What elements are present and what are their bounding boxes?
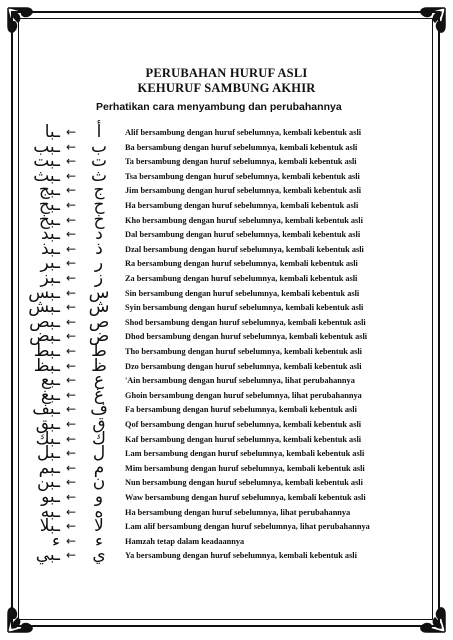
- arrow-left-icon: ←: [66, 417, 77, 431]
- arrow-left-icon: ←: [66, 241, 77, 256]
- arrow-left-icon: ←: [66, 548, 77, 563]
- original-letter: أ: [96, 122, 102, 142]
- arrow-left-icon: ←: [66, 125, 77, 139]
- original-letter: م: [93, 457, 105, 478]
- joined-form: ـبلا: [39, 516, 60, 537]
- original-letter: ه: [94, 501, 104, 522]
- arrow-left-icon: ←: [66, 431, 77, 446]
- letter-description: Ya bersambung dengan huruf sebelumnya, kembali kebentuk asli: [125, 551, 357, 561]
- original-letter: ض: [88, 326, 110, 347]
- original-letter: ن: [92, 472, 106, 493]
- original-letter: خ: [93, 209, 105, 230]
- letter-description: Lam bersambung dengan huruf sebelumnya, kembali kebentuk asli: [125, 449, 365, 459]
- original-letter: ط: [91, 341, 107, 361]
- joined-form: ـبظ: [33, 355, 60, 376]
- letter-description: Qof bersambung dengan huruf sebelumnya, kembali kebentuk asli: [125, 420, 362, 429]
- joined-form: ـبج: [38, 180, 60, 201]
- letter-description: Sin bersambung dengan huruf sebelumnya, kembali kebentuk asli: [125, 288, 360, 298]
- letter-description: Ta bersambung dengan huruf sebelumnya, kembali kebentuk asli: [125, 157, 357, 167]
- joined-form: ء: [52, 530, 60, 551]
- original-letter: ص: [88, 311, 110, 332]
- letter-description: Ra bersambung dengan huruf sebelumnya, kembali kebentuk asli: [125, 259, 358, 269]
- arrow-left-icon: ←: [66, 168, 77, 183]
- joined-form: ـبت: [33, 151, 60, 172]
- original-letter: د: [95, 224, 103, 245]
- original-letter: ل: [92, 443, 106, 464]
- joined-form: ـبو: [41, 487, 60, 507]
- joined-form: ـبا: [44, 122, 60, 142]
- joined-form: ـبم: [38, 457, 60, 478]
- letter-description: Ghoin bersambung dengan huruf sebelumnya, lihat perubahannya: [125, 390, 362, 400]
- original-letter: ج: [93, 180, 105, 201]
- joined-form: ـبذ: [40, 238, 60, 259]
- letter-description: Lam alif bersambung dengan huruf sebelumnya, lihat perubahannya: [125, 522, 370, 532]
- letter-description: Dal bersambung dengan huruf sebelumnya, kembali kebentuk asli: [125, 230, 361, 240]
- letter-description: Za bersambung dengan huruf sebelumnya, kembali kebentuk asli: [125, 274, 358, 283]
- joined-form: ـبح: [38, 195, 60, 215]
- letter-description: Tsa bersambung dengan huruf sebelumnya, kembali kebentuk asli: [125, 171, 360, 181]
- arrow-left-icon: ←: [66, 373, 77, 388]
- joined-form: ـبط: [33, 341, 60, 361]
- joined-form: ـبر: [40, 253, 60, 274]
- joined-form: ـبك: [35, 428, 60, 449]
- joined-form: ـبل: [37, 443, 60, 464]
- arrow-left-icon: ←: [66, 387, 77, 402]
- original-letter: ي: [92, 545, 106, 566]
- letter-description: Syin bersambung dengan huruf sebelumnya, kembali kebentuk asli: [125, 303, 364, 313]
- page-subtitle: Perhatikan cara menyambung dan perubahannya: [96, 101, 342, 113]
- arrow-left-icon: ←: [66, 271, 77, 285]
- arrow-left-icon: ←: [66, 402, 77, 417]
- original-letter: ظ: [91, 355, 107, 376]
- joined-form: ـبد: [40, 224, 60, 245]
- page-title-line2: KEHURUF SAMBUNG AKHIR: [137, 81, 316, 95]
- letter-description: Alif bersambung dengan huruf sebelumnya, kembali kebentuk asli: [125, 128, 362, 137]
- corner-ornament-icon: [411, 6, 447, 42]
- list-item: [0, 547, 453, 564]
- arrow-left-icon: ←: [66, 314, 77, 329]
- arrow-left-icon: ←: [66, 154, 77, 169]
- joined-form: ـبض: [29, 326, 60, 347]
- original-letter: و: [94, 487, 104, 507]
- letter-description: 'Ain bersambung dengan huruf sebelumnya, lihat perubahannya: [125, 376, 355, 386]
- joined-form: ـبص: [29, 311, 60, 332]
- letter-description: Hamzah tetap dalam keadaannya: [125, 536, 245, 546]
- letter-description: Dzo bersambung dengan huruf sebelumnya, kembali kebentuk asli: [125, 361, 362, 371]
- arrow-left-icon: ←: [66, 139, 77, 154]
- arrow-left-icon: ←: [66, 533, 77, 548]
- joined-form: ـبه: [40, 501, 60, 522]
- corner-ornament-icon: [6, 598, 42, 634]
- arrow-left-icon: ←: [66, 504, 77, 519]
- letter-description: Shod bersambung dengan huruf sebelumnya, kembali kebentuk asli: [125, 317, 366, 327]
- joined-form: ـبس: [28, 282, 60, 303]
- arrow-left-icon: ←: [66, 446, 77, 461]
- arrow-left-icon: ←: [66, 329, 77, 344]
- arrow-left-icon: ←: [66, 285, 77, 300]
- letter-description: Waw bersambung dengan huruf sebelumnya, kembali kebentuk asli: [125, 493, 366, 502]
- joined-form: ـبز: [40, 268, 60, 288]
- letter-description: Ha bersambung dengan huruf sebelumnya, lihat perubahannya: [125, 507, 351, 517]
- original-letter: غ: [93, 384, 105, 405]
- arrow-left-icon: ←: [66, 460, 77, 475]
- joined-form: ـبغ: [40, 384, 60, 405]
- original-letter: ث: [90, 165, 107, 186]
- letter-description: Ba bersambung dengan huruf sebelumnya, kembali kebentuk asli: [125, 142, 358, 152]
- joined-form: ـبش: [28, 297, 60, 318]
- joined-form: ـبع: [40, 370, 60, 391]
- arrow-left-icon: ←: [66, 212, 77, 227]
- arrow-left-icon: ←: [66, 358, 77, 373]
- joined-form: ـبخ: [38, 209, 60, 230]
- original-letter: ذ: [95, 238, 103, 259]
- original-letter: ق: [92, 414, 106, 434]
- original-letter: ع: [93, 370, 105, 391]
- joined-form: ـبف: [32, 399, 60, 420]
- letter-description: Jim bersambung dengan huruf sebelumnya, kembali kebentuk asli: [125, 186, 362, 196]
- arrow-left-icon: ←: [66, 519, 77, 534]
- original-letter: ت: [90, 151, 107, 172]
- original-letter: لا: [94, 516, 104, 537]
- letter-description: Kho bersambung dengan huruf sebelumnya, kembali kebentuk asli: [125, 215, 363, 225]
- arrow-left-icon: ←: [66, 198, 77, 212]
- original-letter: ش: [88, 297, 110, 318]
- original-letter: س: [88, 282, 110, 303]
- corner-ornament-icon: [411, 598, 447, 634]
- original-letter: ر: [94, 253, 104, 274]
- letter-description: Dhod bersambung dengan huruf sebelumnya, kembali kebentuk asli: [125, 332, 368, 342]
- corner-ornament-icon: [6, 6, 42, 42]
- page-title: PERUBAHAN HURUF ASLI: [145, 66, 308, 80]
- joined-form: ـبب: [33, 136, 60, 157]
- letter-description: Tho bersambung dengan huruf sebelumnya, kembali kebentuk asli: [125, 347, 362, 356]
- original-letter: ب: [90, 136, 107, 157]
- original-letter: ء: [95, 530, 103, 551]
- arrow-left-icon: ←: [66, 256, 77, 271]
- letter-description: Dzal bersambung dengan huruf sebelumnya, kembali kebentuk asli: [125, 244, 364, 254]
- joined-form: ـبق: [35, 414, 60, 434]
- letter-description: Ha bersambung dengan huruf sebelumnya, kembali kebentuk asli: [125, 201, 359, 210]
- original-letter: ح: [93, 195, 105, 215]
- letter-description: Mim bersambung dengan huruf sebelumnya, kembali kebentuk asli: [125, 463, 365, 473]
- arrow-left-icon: ←: [66, 227, 77, 242]
- joined-form: ـبن: [36, 472, 60, 493]
- original-letter: ف: [90, 399, 108, 420]
- letter-description: Fa bersambung dengan huruf sebelumnya, kembali kebentuk asli: [125, 405, 357, 415]
- arrow-left-icon: ←: [66, 475, 77, 490]
- arrow-left-icon: ←: [66, 183, 77, 198]
- original-letter: ز: [94, 268, 104, 288]
- arrow-left-icon: ←: [66, 344, 77, 358]
- joined-form: ـبث: [33, 165, 60, 186]
- arrow-left-icon: ←: [66, 490, 77, 504]
- letter-description: Kaf bersambung dengan huruf sebelumnya, kembali kebentuk asli: [125, 434, 362, 444]
- arrow-left-icon: ←: [66, 300, 77, 315]
- joined-form: ـبي: [35, 545, 60, 566]
- original-letter: ك: [91, 428, 106, 449]
- letter-description: Nun bersambung dengan huruf sebelumnya, kembali kebentuk asli: [125, 478, 363, 488]
